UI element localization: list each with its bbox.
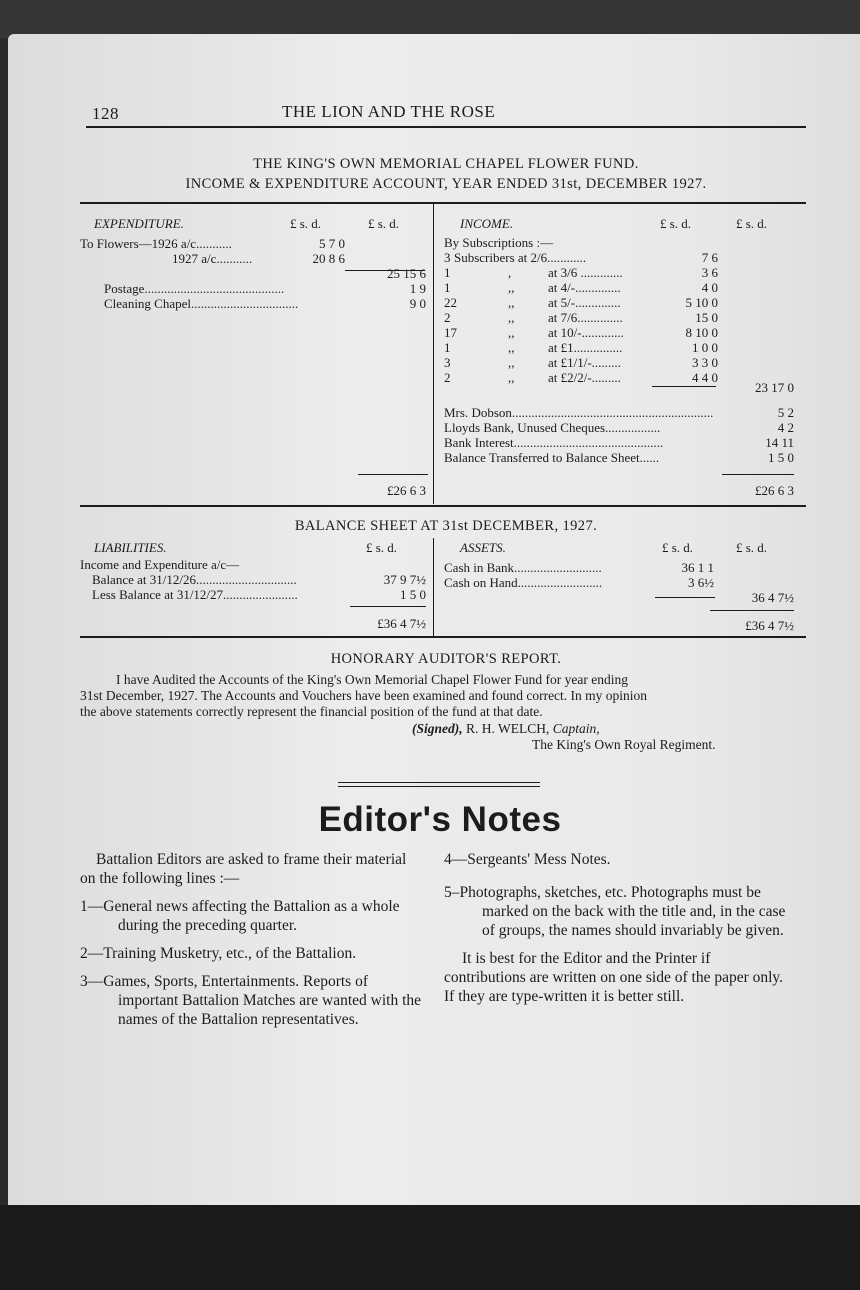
ditto-mark: ,, [508, 280, 515, 295]
assets-heading: ASSETS. [460, 540, 506, 555]
income-other-value: 14 11 [765, 435, 794, 450]
expenditure-total: £26 6 3 [387, 483, 426, 498]
asset-outer-value: 36 4 7½ [751, 590, 794, 605]
expenditure-outer-currency-header: £ s. d. [368, 216, 400, 231]
subscription-value: 1 0 0 [692, 340, 718, 355]
income-other-value: 1 5 0 [768, 450, 794, 465]
asset-label [444, 590, 602, 605]
expenditure-labels [80, 236, 298, 311]
income-subscription-values [650, 250, 718, 385]
subscription-rate: at £1/1/-......... [548, 355, 621, 370]
income-subscriptions-label: By Subscriptions :— [444, 235, 554, 250]
ditto-mark: ,, [508, 295, 515, 310]
auditor-regiment: The King's Own Royal Regiment. [532, 737, 716, 752]
expenditure-inner-currency-header: £ s. d. [290, 216, 322, 231]
liability-value: 37 9 7½ [383, 572, 426, 587]
expenditure-inner-value: 20 8 6 [312, 251, 345, 266]
subscription-value: 5 10 0 [685, 295, 718, 310]
editor-notes-item: 4—Sergeants' Mess Notes. [444, 851, 611, 868]
liability-label: Less Balance at 31/12/27....................... [92, 587, 298, 602]
income-other-value: 5 2 [777, 405, 794, 420]
income-outer-currency-header: £ s. d. [736, 216, 768, 231]
liabilities-values [340, 557, 426, 602]
asset-label: Cash in Bank........................... [444, 560, 602, 575]
liabilities-labels [80, 557, 298, 602]
income-other-label: Balance Transferred to Balance Sheet...... [444, 450, 660, 465]
subscription-rate: Subscribers at 2/6............ [454, 250, 587, 265]
expenditure-inner-values [275, 236, 345, 311]
subscription-rate: at £1............... [548, 340, 623, 355]
account-center-divider [433, 204, 434, 504]
fund-title: THE KING'S OWN MEMORIAL CHAPEL FLOWER FUND. [253, 156, 639, 172]
assets-total-rule [710, 610, 794, 611]
subscription-rate: at £2/2/-......... [548, 370, 621, 385]
expenditure-line-label: Postage........................................... [104, 281, 285, 296]
page-number: 128 [92, 104, 119, 123]
subscription-value: 3 3 0 [692, 355, 718, 370]
editor-notes-left-column [80, 850, 425, 1038]
asset-label: Cash on Hand.......................... [444, 575, 603, 590]
liabilities-currency-header: £ s. d. [366, 540, 398, 555]
expenditure-outer-value: 25 15 6 [387, 266, 426, 281]
subscriber-count: 1 [444, 340, 451, 355]
editor-notes-title: Editor's Notes [318, 800, 562, 839]
liabilities-heading: LIABILITIES. [94, 540, 167, 555]
expenditure-inner-value [275, 266, 345, 281]
account-top-rule [80, 202, 806, 204]
subscription-rate: at 5/-.............. [548, 295, 621, 310]
subscription-rate: at 7/6.............. [548, 310, 623, 325]
income-heading: INCOME. [460, 216, 514, 231]
subscriber-count: 2 [444, 310, 451, 325]
ditto-mark: ,, [508, 325, 515, 340]
income-subscription-rates [454, 250, 624, 385]
liabilities-total-rule [350, 606, 426, 607]
ornament-rule [338, 786, 540, 787]
signed-name: R. H. WELCH, [466, 721, 550, 736]
income-other-labels [444, 405, 713, 465]
signed-rank: Captain, [552, 721, 600, 736]
balance-sheet-title: BALANCE SHEET AT 31st DECEMBER, 1927. [294, 518, 598, 534]
liability-label: Income and Expenditure a/c— [80, 557, 240, 572]
subscription-value: 3 6 [701, 265, 718, 280]
editor-notes-right-column [444, 850, 794, 1015]
editor-notes-item: 5–Photographs, sketches, etc. Photographs must be marked on the back with the title and, in the case of groups, the names should invariably be given. [444, 884, 786, 939]
liability-label: Balance at 31/12/26............................... [92, 572, 297, 587]
expenditure-line-label: Cleaning Chapel................................. [104, 296, 299, 311]
subscription-value: 4 0 [701, 280, 718, 295]
ditto-mark: , [508, 265, 512, 280]
editor-notes-item: 1—General news affecting the Battalion as a whole during the preceding quarter. [80, 898, 400, 934]
subscriber-count: 22 [444, 295, 457, 310]
editor-notes-item: 3—Games, Sports, Entertainments. Reports of important Battalion Matches are wanted with the names of the Battalion representatives. [80, 973, 422, 1028]
liability-value [340, 557, 426, 572]
liability-value: 1 5 0 [400, 587, 426, 602]
editor-notes-item: 2—Training Musketry, etc., of the Battalion. [80, 945, 357, 962]
background-bottom [0, 1205, 860, 1290]
income-other-label: Mrs. Dobson.............................................................. [444, 405, 714, 420]
asset-inner-value: 36 1 1 [681, 560, 714, 575]
header-rule [86, 126, 806, 128]
auditor-heading: HONORARY AUDITOR'S REPORT. [330, 651, 562, 667]
expenditure-line-label: 1927 a/c........... [172, 251, 253, 266]
ditto-mark: ,, [508, 340, 515, 355]
subscriber-count: 1 [444, 280, 451, 295]
auditor-line: I have Audited the Accounts of the King's Own Memorial Chapel Flower Fund for year ending [116, 672, 628, 687]
income-inner-currency-header: £ s. d. [660, 216, 692, 231]
subscriber-count: 3 [444, 355, 451, 370]
running-title: THE LION AND THE ROSE [282, 102, 496, 121]
ditto-mark: ,, [508, 370, 515, 385]
expenditure-outer-value: 9 0 [409, 296, 426, 311]
income-other-label: Bank Interest.............................................. [444, 435, 664, 450]
asset-inner-value: 3 6½ [688, 575, 714, 590]
income-other-value: 4 2 [777, 420, 794, 435]
subscriptions-total: 23 17 0 [755, 380, 794, 395]
assets-inner-values [640, 560, 714, 605]
subscription-value: 4 4 0 [692, 370, 718, 385]
assets-inner-currency-header: £ s. d. [662, 540, 694, 555]
expenditure-outer-value: 1 9 [409, 281, 426, 296]
expenditure-inner-value: 5 7 0 [319, 236, 345, 251]
balance-center-divider [433, 538, 434, 638]
subscription-rate: at 10/-............. [548, 325, 624, 340]
expenditure-inner-value [275, 281, 345, 296]
auditor-line: 31st December, 1927. The Accounts and Vouchers have been examined and found correct. In my opinion [80, 688, 648, 703]
fund-subtitle: INCOME & EXPENDITURE ACCOUNT, YEAR ENDED 31st, DECEMBER 1927. [185, 176, 707, 192]
expenditure-heading: EXPENDITURE. [94, 216, 184, 231]
expenditure-line-label: To Flowers—1926 a/c........... [80, 236, 232, 251]
assets-outer-currency-header: £ s. d. [736, 540, 768, 555]
subscriber-count: 2 [444, 370, 451, 385]
subscription-value: 15 0 [695, 310, 718, 325]
liabilities-total: £36 4 7½ [377, 616, 426, 631]
expenditure-line-label [80, 266, 298, 281]
subscriber-count: 17 [444, 325, 457, 340]
assets-outer-values [710, 590, 794, 605]
expenditure-total-rule [358, 474, 428, 475]
income-total: £26 6 3 [755, 483, 794, 498]
editor-notes-closing: It is best for the Editor and the Printer if contributions are written on one side of the paper only. If they are type-written it is better still. [444, 950, 784, 1005]
auditor-line: the above statements correctly represent the financial position of the fund at that date. [80, 704, 543, 719]
ditto-mark: ,, [508, 355, 515, 370]
signed-prefix: (Signed), [412, 721, 463, 736]
expenditure-inner-value [275, 296, 345, 311]
subscription-rate: at 3/6 ............. [548, 265, 623, 280]
assets-labels [444, 560, 602, 605]
expenditure-outer-values [350, 266, 426, 311]
income-other-values [710, 405, 794, 465]
income-other-label: Lloyds Bank, Unused Cheques................. [444, 420, 661, 435]
subscription-value: 8 10 0 [685, 325, 718, 340]
background-top [0, 0, 860, 38]
editor-notes-intro: Battalion Editors are asked to frame their material on the following lines :— [80, 851, 407, 887]
subscription-value: 7 6 [701, 250, 718, 265]
balance-bottom-rule [80, 636, 806, 638]
auditor-signature [412, 721, 600, 736]
ornament-rule [338, 782, 540, 783]
subscriber-count: 1 [444, 265, 451, 280]
assets-total: £36 4 7½ [745, 618, 794, 633]
subscriber-count: 3 [444, 250, 451, 265]
subscription-rate: at 4/-.............. [548, 280, 621, 295]
assets-subtotal-rule [655, 597, 715, 598]
account-bottom-rule [80, 505, 806, 507]
income-total-rule [722, 474, 794, 475]
ditto-mark: ,, [508, 310, 515, 325]
